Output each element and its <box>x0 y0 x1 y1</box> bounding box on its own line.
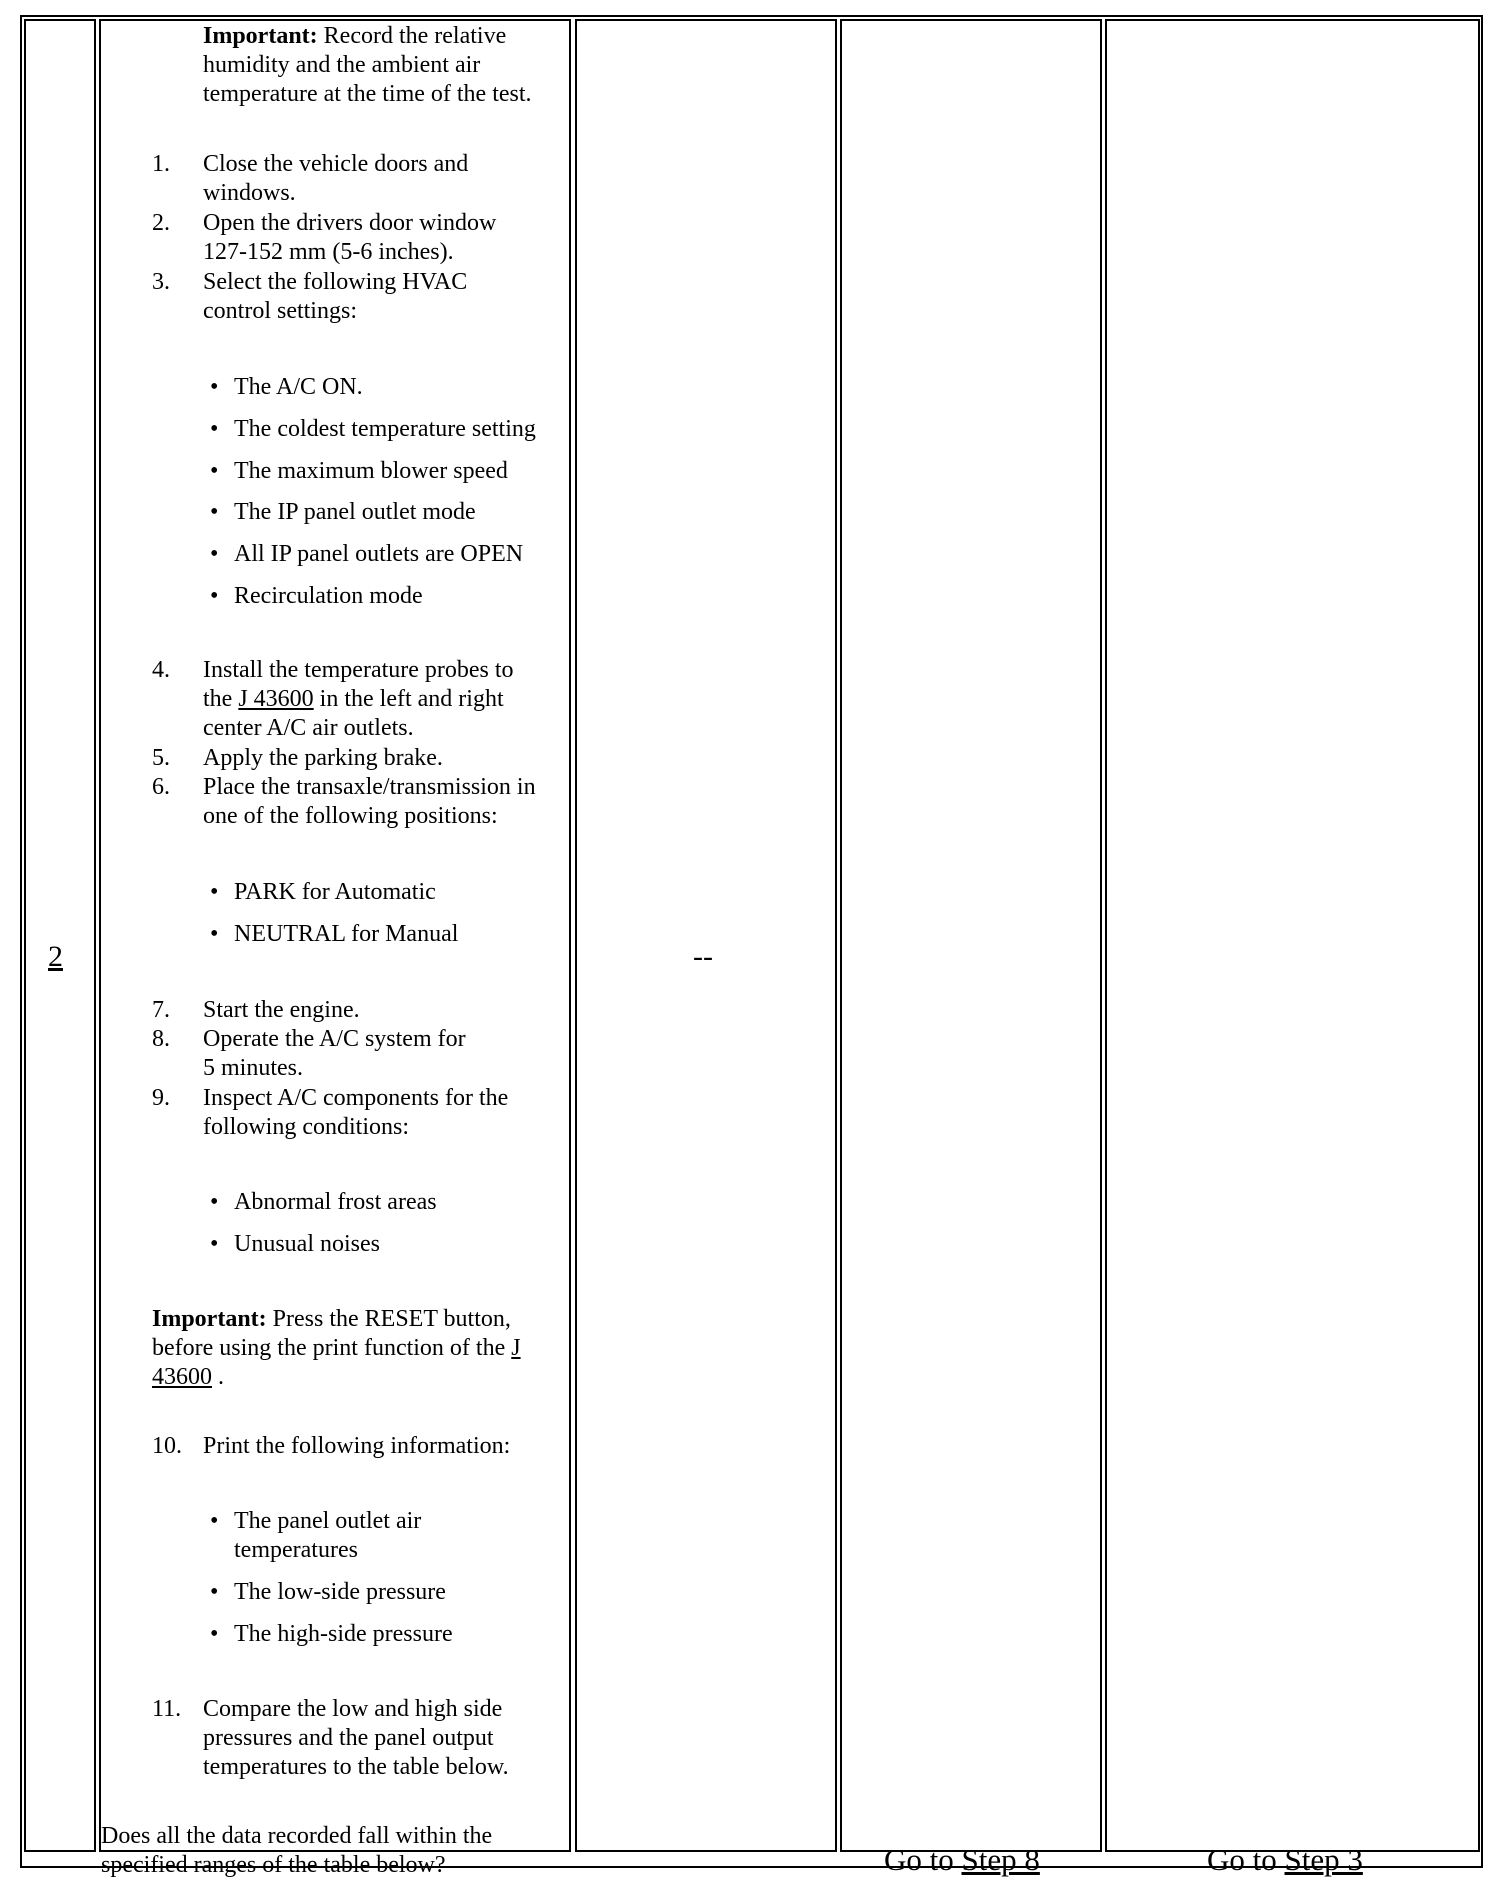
step-4-line3: center A/C air outlets. <box>203 715 414 741</box>
print-bullet-1-line2: temperatures <box>234 1537 358 1563</box>
tool-link-j[interactable]: J <box>511 1335 521 1361</box>
bullet-icon: • <box>210 416 219 442</box>
step-8-line2: 5 minutes. <box>203 1055 303 1081</box>
bullet-icon: • <box>210 1621 219 1647</box>
step-10-line1: Print the following information: <box>203 1433 511 1459</box>
step-9-number: 9. <box>152 1085 170 1111</box>
tool-link-j43600[interactable]: J 43600 <box>238 686 314 712</box>
yes-action: Go to Step 8 <box>884 1842 1040 1877</box>
condition-bullet-2: Unusual noises <box>234 1231 380 1257</box>
bullet-icon: • <box>210 541 219 567</box>
value-text: -- <box>693 940 713 973</box>
intro-important-line2: humidity and the ambient air <box>203 52 481 78</box>
hvac-bullet-3: The maximum blower speed <box>234 458 508 484</box>
hvac-bullet-6: Recirculation mode <box>234 583 423 609</box>
no-action: Go to Step 3 <box>1207 1842 1363 1877</box>
value-cell <box>575 19 837 1852</box>
step-6-line2: one of the following positions: <box>203 803 498 829</box>
intro-important-line1: Important: Record the relative <box>203 23 507 49</box>
bullet-icon: • <box>210 879 219 905</box>
step-11-line2: pressures and the panel output <box>203 1725 494 1751</box>
step-number-link[interactable]: 2 <box>48 940 63 973</box>
step-6-line1: Place the transaxle/transmission in <box>203 774 536 800</box>
no-cell <box>1105 19 1480 1852</box>
step-4-number: 4. <box>152 657 170 683</box>
step-2-number: 2. <box>152 210 170 236</box>
print-bullet-1-line1: The panel outlet air <box>234 1508 422 1534</box>
bullet-icon: • <box>210 499 219 525</box>
step-4-line2: the J 43600 in the left and right <box>203 686 504 712</box>
step-11-line1: Compare the low and high side <box>203 1696 503 1722</box>
step-1-number: 1. <box>152 151 170 177</box>
bullet-icon: • <box>210 1231 219 1257</box>
step-2-line1: Open the drivers door window <box>203 210 497 236</box>
step-3-line1: Select the following HVAC <box>203 269 468 295</box>
step-8-number: 8. <box>152 1026 170 1052</box>
step-5-line1: Apply the parking brake. <box>203 745 443 771</box>
tool-link-43600[interactable]: 43600 <box>152 1364 212 1390</box>
go-to-step-3-link[interactable]: Step 3 <box>1284 1842 1363 1877</box>
reset-note-line1: Important: Press the RESET button, <box>152 1306 511 1332</box>
hvac-bullet-4: The IP panel outlet mode <box>234 499 476 525</box>
bullet-icon: • <box>210 1189 219 1215</box>
bullet-icon: • <box>210 374 219 400</box>
print-bullet-2: The low-side pressure <box>234 1579 446 1605</box>
reset-note-line3: 43600 . <box>152 1364 224 1390</box>
reset-note-line2: before using the print function of the J <box>152 1335 521 1361</box>
step-3-number: 3. <box>152 269 170 295</box>
hvac-bullet-5: All IP panel outlets are OPEN <box>234 541 524 567</box>
position-bullet-2: NEUTRAL for Manual <box>234 921 459 947</box>
step-8-line1: Operate the A/C system for <box>203 1026 466 1052</box>
bullet-icon: • <box>210 921 219 947</box>
step-9-line1: Inspect A/C components for the <box>203 1085 509 1111</box>
step-6-number: 6. <box>152 774 170 800</box>
print-bullet-3: The high-side pressure <box>234 1621 453 1647</box>
bullet-icon: • <box>210 1579 219 1605</box>
step-7-number: 7. <box>152 997 170 1023</box>
hvac-bullet-2: The coldest temperature setting <box>234 416 536 442</box>
step-1-line2: windows. <box>203 180 296 206</box>
condition-bullet-1: Abnormal frost areas <box>234 1189 437 1215</box>
bullet-icon: • <box>210 583 219 609</box>
step-1-line1: Close the vehicle doors and <box>203 151 469 177</box>
step-cell <box>24 19 96 1852</box>
intro-important-line3: temperature at the time of the test. <box>203 81 532 107</box>
step-7-line1: Start the engine. <box>203 997 360 1023</box>
position-bullet-1: PARK for Automatic <box>234 879 436 905</box>
question-line2: specified ranges of the table below? <box>101 1852 446 1878</box>
yes-cell <box>840 19 1102 1852</box>
step-9-line2: following conditions: <box>203 1114 409 1140</box>
hvac-bullet-1: The A/C ON. <box>234 374 363 400</box>
step-11-line3: temperatures to the table below. <box>203 1754 509 1780</box>
go-to-step-8-link[interactable]: Step 8 <box>961 1842 1040 1877</box>
bullet-icon: • <box>210 1508 219 1534</box>
bullet-icon: • <box>210 458 219 484</box>
step-4-line1: Install the temperature probes to <box>203 657 514 683</box>
step-10-number: 10. <box>152 1433 182 1459</box>
step-2-line2: 127-152 mm (5-6 inches). <box>203 239 454 265</box>
question-line1: Does all the data recorded fall within the <box>101 1823 493 1849</box>
step-11-number: 11. <box>152 1696 182 1722</box>
step-5-number: 5. <box>152 745 170 771</box>
step-3-line2: control settings: <box>203 298 357 324</box>
